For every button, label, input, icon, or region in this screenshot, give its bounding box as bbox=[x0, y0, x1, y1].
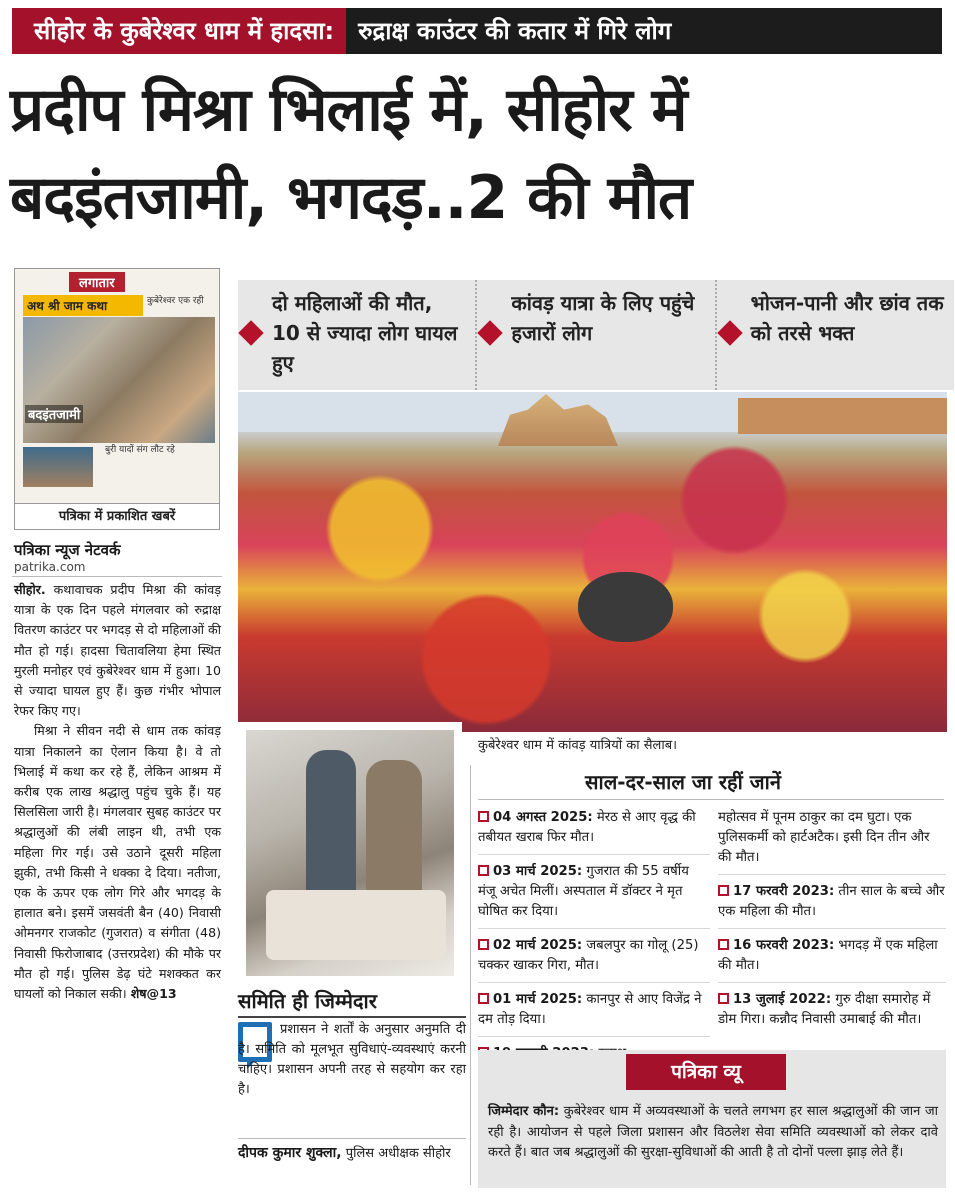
diamond-bullet-icon bbox=[478, 320, 503, 345]
article-dateline: सीहोर. bbox=[14, 582, 46, 597]
byline-divider bbox=[12, 576, 222, 577]
timeline-entry bbox=[718, 990, 946, 1030]
timeline-text: महोत्सव में पूनम ठाकुर का दम घुटा। एक पुलिसकर्मी को हार्टअटैक। इसी दिन तीन और की मौत। bbox=[718, 810, 930, 865]
timeline-entry bbox=[478, 862, 710, 929]
timeline-divider bbox=[478, 799, 944, 800]
samiti-author-role: पुलिस अधीक्षक सीहोर bbox=[345, 1146, 451, 1161]
samiti-statement: प्रशासन ने शर्तों के अनुसार अनुमति दी है। समिति को मूलभूत सुविधाएं-व्यवस्थाएं करनी चाहिए। प्रशासन अपनी तरह से सहयोग कर रहा है। bbox=[238, 1022, 466, 1097]
checkbox-bullet-icon bbox=[478, 865, 489, 876]
crowd-photo bbox=[238, 392, 947, 732]
timeline-text: कानपुर से आए विजेंद्र ने दम तोड़ दिया। bbox=[478, 992, 702, 1027]
thumbnail-side-text: कुबेरेश्वर एक रही bbox=[147, 296, 204, 306]
highlight-text: भोजन-पानी और छांव तक को तरसे भक्त bbox=[750, 291, 944, 345]
timeline-text: गुजरात की 55 वर्षीय मंजू अचेत मिलीं। अस्पताल में डॉक्टर ने मृत घोषित कर दिया। bbox=[478, 864, 689, 919]
article-paragraph-2-text: मिश्रा ने सीवन नदी से धाम तक कांवड़ यात्रा निकालने का ऐलान किया है। वे तो भिलाई में कथा कर रहे हैं, लेकिन आश्रम में करीब एक लाख श्रद्धालु पहुंच चुके हैं। यह सिलसिला जारी है। मंगलवार सुबह काउंटर पर श्रद्धालुओं की लंबी लाइन थी, तभी एक महिला गिर गई। उसे उठाने दूसरी महिला झुकी, तभी किसी ने धक्का दे दिया। नतीजा, एक के ऊपर एक लोग गिरे और भगदड़ के हालात बने। इसमें जसवंती बैन (40) निवासी ओमनगर राजकोट (गुजरात) व संगीता (48) निवासी फिरोजाबाद (उत्तरप्रदेश) की मौके पर मौत हो गई। पुलिस डेढ़ घंटे मशक्कत कर घायलों को निकाल सकी। bbox=[14, 723, 221, 1002]
checkbox-bullet-icon bbox=[718, 939, 729, 950]
timeline-date: 01 मार्च 2025: bbox=[493, 992, 583, 1007]
patrika-view-body: कुबेरेश्वर धाम में अव्यवस्थाओं के चलते लगभग हर साल श्रद्धालुओं की जान जा रही है। आयोजन से पहले जिला प्रशासन और विठलेश सेवा समिति व्यवस्थाओं को लेकर दावे करते हैं। बात जब श्रद्धालुओं की सुरक्षा-सुविधाओं की आती है तो दोनों पल्ला झाड़ लेते हैं। bbox=[488, 1104, 938, 1160]
timeline-text: मेरठ से आए वृद्ध की तबीयत खराब फिर मौत। bbox=[478, 810, 696, 845]
samiti-attribution bbox=[238, 1138, 466, 1164]
byline-website: patrika.com bbox=[14, 560, 86, 574]
checkbox-bullet-icon bbox=[718, 993, 729, 1004]
article-body bbox=[14, 580, 221, 1004]
timeline-date: 17 फरवरी 2023: bbox=[733, 884, 835, 899]
checkbox-bullet-icon bbox=[478, 811, 489, 822]
timeline-column-right bbox=[718, 808, 946, 1037]
timeline-date: 02 मार्च 2025: bbox=[493, 938, 583, 953]
kicker-bar bbox=[12, 8, 942, 54]
thumbnail-title: अथ श्री जाम कथा bbox=[23, 295, 143, 316]
timeline-column-left bbox=[478, 808, 710, 1071]
thumbnail-sub-caption: बुरी यादों संग लौट रहे bbox=[105, 445, 175, 455]
timeline-entry bbox=[478, 990, 710, 1037]
highlights-strip bbox=[238, 280, 954, 390]
highlight-item bbox=[475, 280, 714, 390]
timeline-entry-continued bbox=[718, 808, 946, 875]
timeline-text: गुरु दीक्षा समारोह में डोम गिरा। कन्नौद निवासी उमाबाई की मौत। bbox=[718, 992, 931, 1027]
hospital-photo bbox=[238, 722, 462, 984]
timeline-date: 03 मार्च 2025: bbox=[493, 864, 583, 879]
article-paragraph-1-text: कथावाचक प्रदीप मिश्रा की कांवड़ यात्रा के एक दिन पहले मंगलवार को रुद्राक्ष वितरण काउंटर पर भगदड़ से दो महिलाओं की मौत हो गई। हादसा चितावलिया हेमा स्थित मुरली मनोहर एवं कुबेरेश्वर धाम में हुआ। 10 से ज्यादा घायल हुए हैं। कुछ गंभीर भोपाल रेफर किए गए। bbox=[14, 582, 221, 719]
timeline-date: 16 फरवरी 2023: bbox=[733, 938, 835, 953]
timeline-text: भगदड़ में एक महिला की मौत। bbox=[718, 938, 938, 973]
thumbnail-inset-photo bbox=[23, 447, 93, 487]
byline-name: पत्रिका न्यूज नेटवर्क bbox=[14, 541, 121, 559]
main-headline bbox=[10, 66, 945, 242]
patrika-view-text bbox=[488, 1102, 938, 1164]
photo-bed bbox=[266, 890, 446, 960]
kicker-subhead: रुद्राक्ष काउंटर की कतार में गिरे लोग bbox=[346, 8, 942, 54]
timeline-date: 04 अगस्त 2025: bbox=[493, 810, 593, 825]
highlight-text: दो महिलाओं की मौत, 10 से ज्यादा लोग घायल हुए bbox=[272, 291, 458, 375]
thumbnail-subhead: बदइंतजामी bbox=[25, 405, 83, 423]
photo-person-2 bbox=[366, 760, 422, 910]
thumbnail-caption: पत्रिका में प्रकाशित खबरें bbox=[15, 503, 219, 529]
patrika-view-heading: पत्रिका व्यू bbox=[626, 1054, 786, 1090]
article-continued: शेष@13 bbox=[130, 986, 177, 1002]
photo-shivling-rock bbox=[578, 572, 673, 642]
diamond-bullet-icon bbox=[238, 320, 263, 345]
samiti-heading: समिति ही जिम्मेदार bbox=[238, 989, 377, 1013]
photo-building bbox=[738, 398, 947, 434]
crowd-photo-caption: कुबेरेश्वर धाम में कांवड़ यात्रियों का सैलाब। bbox=[478, 738, 678, 753]
timeline-entry bbox=[478, 936, 710, 983]
timeline-entry bbox=[478, 808, 710, 855]
headline-line-2: बदइंतजामी, भगदड़..2 की मौत bbox=[10, 163, 692, 233]
patrika-view-label: जिम्मेदार कौन: bbox=[488, 1104, 560, 1119]
timeline-text: जबलपुर का गोलू (25) चक्कर खाकर गिरा, मौत। bbox=[478, 938, 699, 973]
article-paragraph-1 bbox=[14, 580, 221, 721]
photo-person-1 bbox=[306, 750, 356, 900]
diamond-bullet-icon bbox=[717, 320, 742, 345]
timeline-entry bbox=[718, 936, 946, 983]
kicker-location: सीहोर के कुबेरेश्वर धाम में हादसा: bbox=[12, 8, 346, 54]
timeline-date: 13 जुलाई 2022: bbox=[733, 992, 832, 1007]
checkbox-bullet-icon bbox=[478, 939, 489, 950]
headline-line-1: प्रदीप मिश्रा भिलाई में, सीहोर में bbox=[10, 75, 687, 145]
highlight-item bbox=[238, 280, 475, 390]
patrika-view-box bbox=[478, 1050, 946, 1188]
article-paragraph-2 bbox=[14, 721, 221, 1004]
checkbox-bullet-icon bbox=[478, 993, 489, 1004]
samiti-divider bbox=[238, 1016, 466, 1018]
timeline-text: तीन साल के बच्चे और एक महिला की मौत। bbox=[718, 884, 945, 919]
thumbnail-photo bbox=[23, 317, 215, 443]
thumbnail-tag: लगातार bbox=[69, 272, 125, 292]
checkbox-bullet-icon bbox=[718, 885, 729, 896]
previous-coverage-thumbnail bbox=[14, 268, 220, 530]
highlight-item bbox=[715, 280, 954, 390]
timeline-entry bbox=[718, 882, 946, 929]
timeline-heading: साल-दर-साल जा रहीं जानें bbox=[585, 770, 781, 794]
highlight-text: कांवड़ यात्रा के लिए पहुंचे हजारों लोग bbox=[511, 291, 695, 345]
samiti-author-name: दीपक कुमार शुक्ला, bbox=[238, 1145, 342, 1161]
column-divider bbox=[470, 765, 471, 1185]
